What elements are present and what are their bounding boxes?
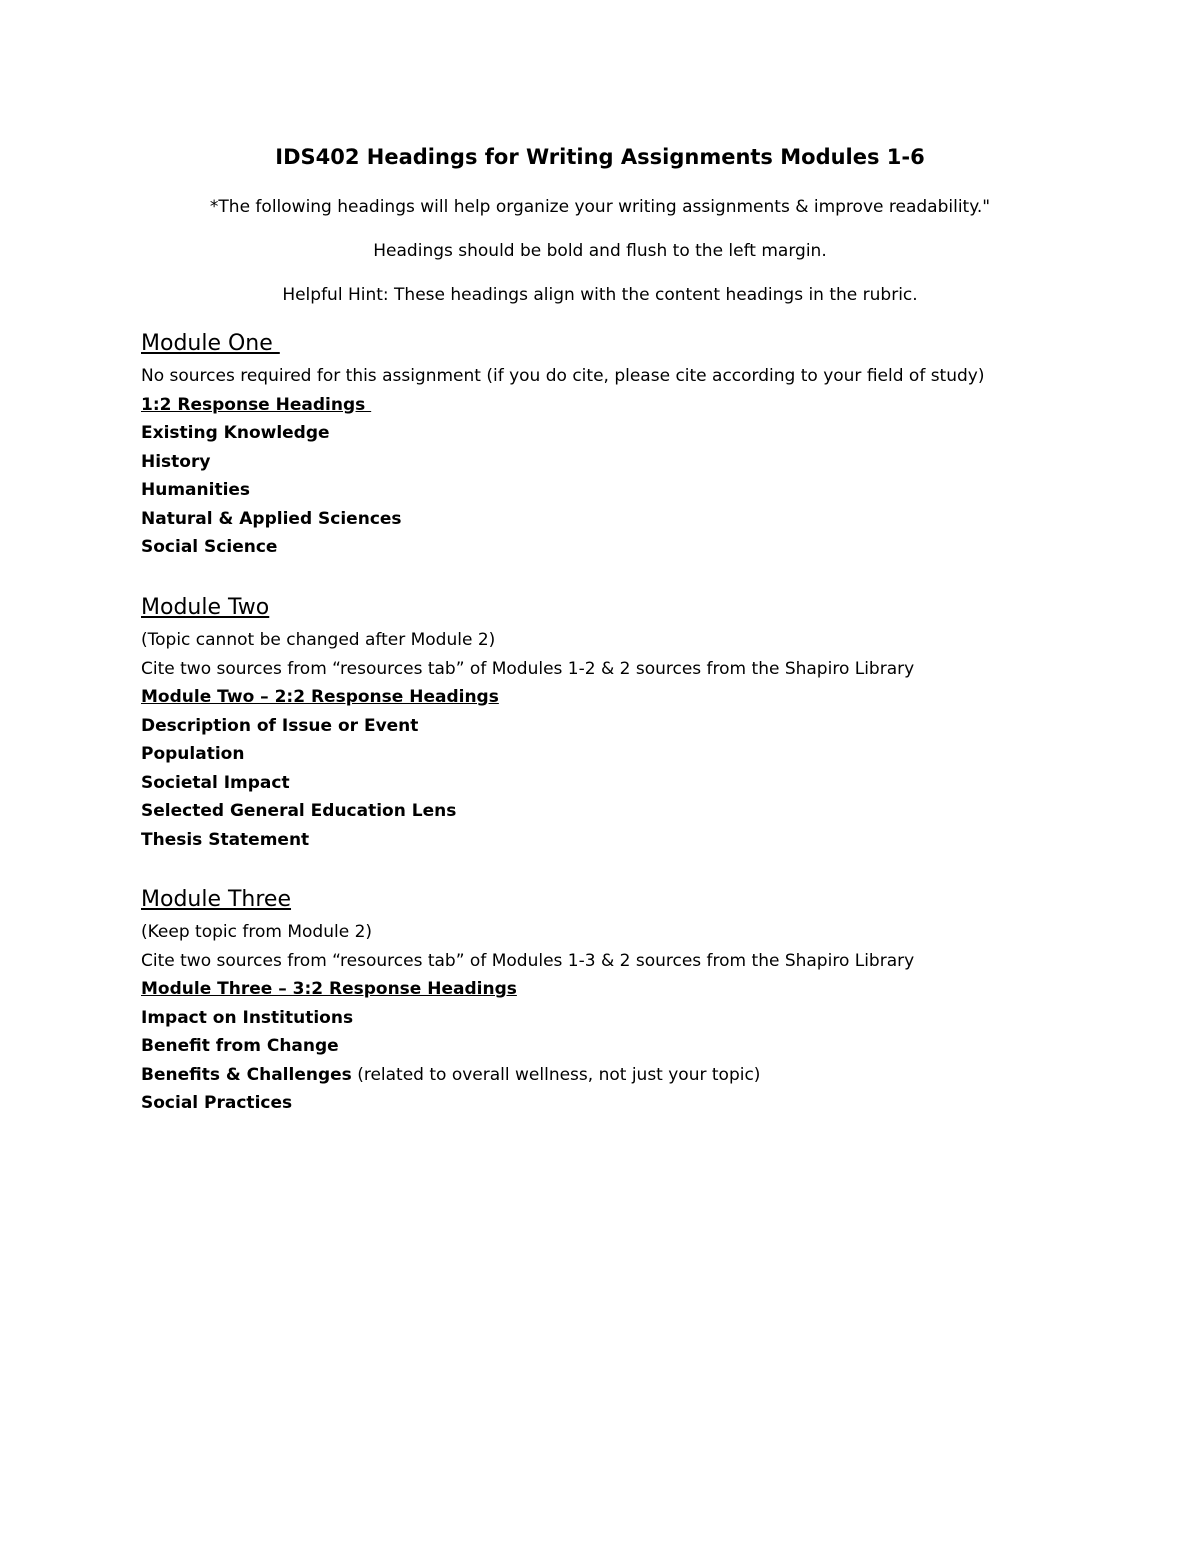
module-one-heading: Module One (141, 331, 280, 356)
module-three-heading-item: Benefit from Change (141, 1036, 339, 1056)
module-two-heading-item: Population (141, 744, 245, 764)
module-three-benefits-note: (related to overall wellness, not just your topic) (351, 1064, 761, 1085)
module-two-heading-item: Description of Issue or Event (141, 715, 419, 736)
module-two-sources-note: Cite two sources from “resources tab” of Modules 1-2 & 2 sources from the Shapiro Library (141, 658, 915, 679)
module-one-sources-note: No sources required for this assignment (if you do cite, please cite according to your field of study) (141, 366, 985, 386)
module-two-heading-item: Selected General Education Lens (141, 801, 457, 821)
module-three-topic-note: (Keep topic from Module 2) (141, 922, 373, 942)
module-one-response-headings-title: 1:2 Response Headings (141, 394, 372, 415)
intro-helpful-hint: Helpful Hint: These headings align with the content headings in the rubric. (282, 285, 918, 305)
document-title: IDS402 Headings for Writing Assignments Modules 1-6 (275, 145, 925, 169)
module-two-topic-note: (Topic cannot be changed after Module 2) (141, 630, 496, 650)
module-three-heading-item: Social Practices (141, 1093, 293, 1113)
module-two-response-headings-title: Module Two – 2:2 Response Headings (141, 687, 499, 707)
module-two-heading-item: Societal Impact (141, 772, 290, 793)
module-two-section (141, 592, 1161, 854)
intro-formatting-rule: Headings should be bold and flush to the left margin. (373, 241, 827, 261)
module-one-heading-item: History (141, 451, 211, 472)
module-three-benefits-line (141, 1061, 1161, 1090)
module-one-section (141, 328, 1161, 562)
intro-note: *The following headings will help organize your writing assignments & improve readability." (209, 197, 991, 217)
module-three-heading-item: Benefits & Challenges (141, 1064, 352, 1085)
module-three-response-headings-title: Module Three – 3:2 Response Headings (141, 979, 517, 999)
module-three-sources-note: Cite two sources from “resources tab” of Modules 1-3 & 2 sources from the Shapiro Library (141, 950, 915, 971)
module-three-heading: Module Three (141, 887, 292, 912)
module-two-heading-item: Thesis Statement (141, 829, 310, 850)
module-one-heading-item: Social Science (141, 537, 278, 557)
module-one-heading-item: Natural & Applied Sciences (141, 508, 402, 529)
module-two-heading: Module Two (141, 595, 270, 620)
module-one-heading-item: Existing Knowledge (141, 423, 330, 443)
module-one-heading-item: Humanities (141, 480, 251, 500)
module-three-heading-item: Impact on Institutions (141, 1007, 354, 1028)
module-three-section (141, 884, 1161, 1118)
